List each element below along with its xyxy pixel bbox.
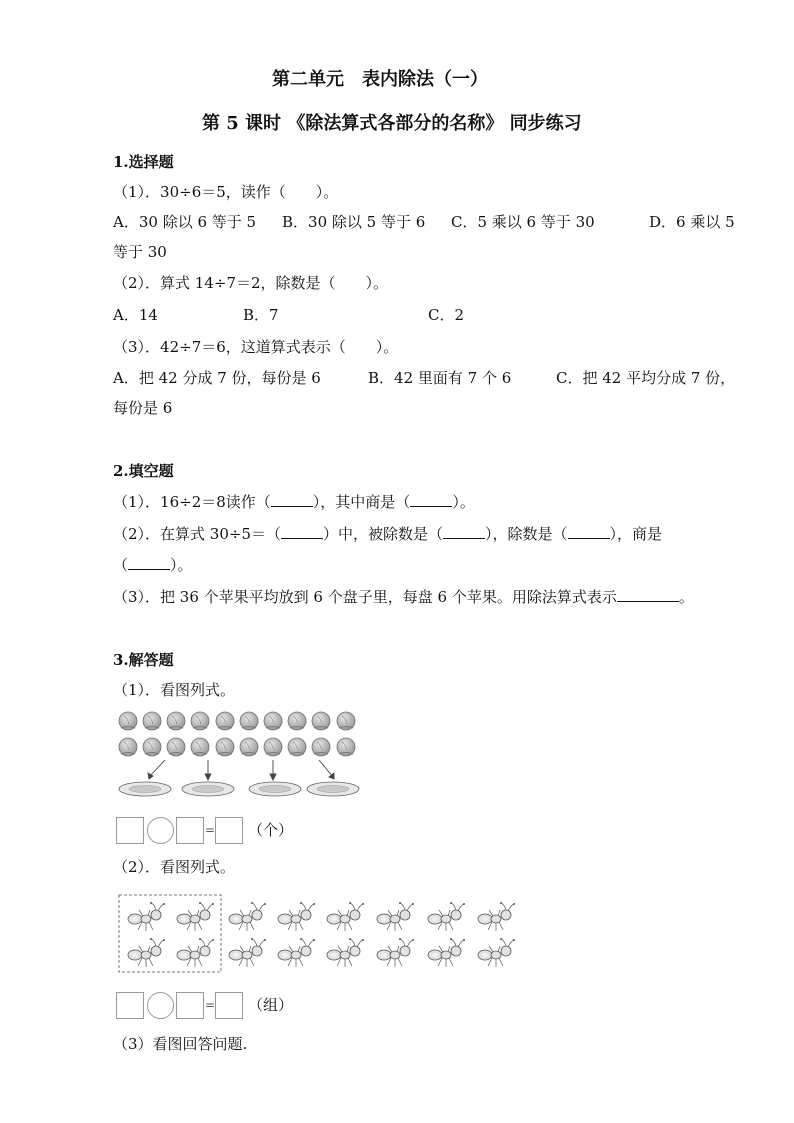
option-b: B．7: [243, 306, 279, 324]
answer-box-dividend[interactable]: [116, 817, 144, 844]
unit-label: （个）: [248, 821, 294, 839]
option-b: B．42 里面有 7 个 6: [368, 369, 512, 387]
answer-blank[interactable]: [568, 524, 610, 539]
option-a: A．30 除以 6 等于 5: [113, 213, 257, 231]
text: （: [113, 556, 129, 574]
text: ），除数是（: [485, 525, 568, 543]
peach-row-1: [119, 712, 355, 730]
option-c: C．2: [428, 306, 465, 324]
option-b: B．30 除以 5 等于 6: [282, 213, 426, 231]
option-c: C．5 乘以 6 等于 30: [451, 213, 595, 231]
fill-question-3: [113, 587, 694, 607]
text: 。: [678, 588, 694, 606]
answer-box-divisor[interactable]: [176, 992, 204, 1019]
answer-box-dividend[interactable]: [116, 992, 144, 1019]
text: ）中，被除数是（: [323, 525, 444, 543]
answer-box-quotient[interactable]: [215, 992, 243, 1019]
option-a: A．把 42 分成 7 份，每份是 6: [113, 369, 321, 387]
option-c: C．把 42 平均分成 7 份，: [556, 369, 736, 387]
question-stem: （1）．30÷6＝5，读作（ ）。: [113, 183, 339, 201]
text: （3）．把 36 个苹果平均放到 6 个盘子里，每盘 6 个苹果。用除法算式表示: [113, 588, 617, 606]
equals-sign: =: [205, 823, 216, 837]
option-a: A．14: [113, 306, 158, 324]
peach-row-2: [119, 738, 355, 756]
text: （2）．在算式 30÷5＝（: [113, 525, 282, 543]
fill-question-2: [113, 524, 662, 544]
unit-label: （组）: [248, 996, 294, 1014]
question-stem: （1）．看图列式。: [113, 681, 236, 699]
page-subtitle: 第 5 课时 《除法算式各部分的名称》 同步练习: [202, 113, 582, 134]
fill-question-2-continued: [113, 555, 193, 575]
page-title: 第二单元 表内除法（一）: [272, 69, 488, 90]
text: （1）．16÷2＝8读作（: [113, 493, 271, 511]
answer-blank[interactable]: [443, 524, 485, 539]
operator-circle[interactable]: [147, 992, 174, 1019]
answer-blank[interactable]: [617, 587, 679, 602]
option-d-continued: 等于 30: [113, 243, 167, 261]
dashed-group-box: [119, 895, 221, 972]
answer-box-divisor[interactable]: [176, 817, 204, 844]
question-stem: （2）．看图列式。: [113, 858, 236, 876]
text: ）。: [452, 493, 475, 511]
section-heading-choice: 1.选择题: [113, 153, 174, 171]
question-stem: （3）．42÷7＝6，这道算式表示（ ）。: [113, 338, 399, 356]
answer-blank[interactable]: [281, 524, 323, 539]
answer-box-quotient[interactable]: [215, 817, 243, 844]
text: ），商是: [609, 525, 663, 543]
operator-circle[interactable]: [147, 817, 174, 844]
equals-sign: =: [205, 998, 216, 1012]
answer-blank[interactable]: [410, 492, 452, 507]
question-stem: （3）看图回答问题.: [113, 1035, 248, 1053]
peaches-plates-illustration: [115, 707, 365, 802]
answer-blank[interactable]: [128, 555, 170, 570]
ants-illustration: [116, 892, 526, 982]
section-heading-answer: 3.解答题: [113, 651, 174, 669]
answer-blank[interactable]: [271, 492, 313, 507]
fill-question-1: [113, 492, 475, 512]
text: ），其中商是（: [312, 493, 411, 511]
question-stem: （2）．算式 14÷7＝2，除数是（ ）。: [113, 274, 389, 292]
option-d: D．6 乘以 5: [649, 213, 735, 231]
option-c-continued: 每份是 6: [113, 399, 173, 417]
ant-row-2: [128, 938, 515, 967]
ant-row-1: [128, 902, 515, 931]
section-heading-fill: 2.填空题: [113, 462, 174, 480]
text: ）。: [170, 556, 193, 574]
